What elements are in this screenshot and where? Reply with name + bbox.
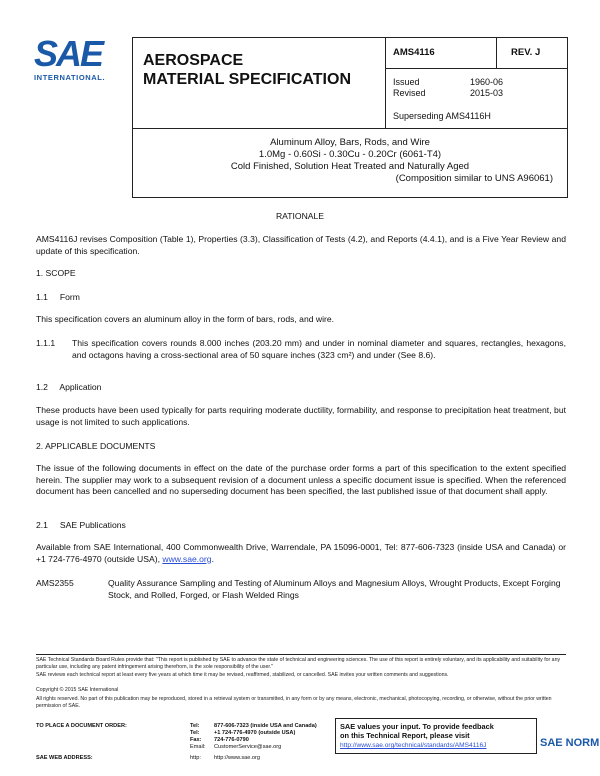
spec-title-line2: 1.0Mg - 0.60Si - 0.30Cu - 0.20Cr (6061-T4) — [258, 149, 442, 160]
fax-label: Fax: — [190, 737, 202, 743]
issued-label: Issued — [393, 77, 420, 87]
section-2-1-heading: 2.1 SAE Publications — [36, 520, 126, 530]
email-label: Email: — [190, 744, 206, 750]
spec-title-line1: Aluminum Alloy, Bars, Rods, and Wire — [270, 137, 430, 148]
http-label: http: — [190, 755, 201, 761]
footer-policy-text: SAE Technical Standards Board Rules provide that: "This report is published by SAE to advance the state of technical and engineering sciences. The use of this report is entirely voluntary, and its applicability and suitability for any particular use, including any patent infringement arising therefrom, is the sole responsibility of the user." — [36, 657, 561, 670]
section-1-2-text: These products have been used typically for parts requiring moderate ductility, formability, and response to precipitation heat treatment, but usage is not limited to such applications. — [36, 405, 566, 427]
section-2-heading: 2. APPLICABLE DOCUMENTS — [36, 441, 156, 451]
footer-rights-text: All rights reserved. No part of this publication may be reproduced, stored in a retrieval system or transmitted, in any form or by any means, electronic, mechanical, photocopying, recording, or otherwise, without the prior written permission of SAE. — [36, 696, 552, 709]
title-line1: AEROSPACE — [143, 52, 244, 69]
spec-title-line4: (Composition similar to UNS A96061) — [395, 173, 553, 184]
revision-label: REV. J — [511, 47, 541, 58]
logo-sub-text: INTERNATIONAL. — [34, 73, 106, 82]
sae-address-text: Available from SAE International, 400 Commonwealth Drive, Warrendale, PA 15096-0001, Tel: 877-606-7323 (inside USA and Canada) or +1 724-776-4970 (outside USA), — [36, 542, 566, 564]
feedback-box — [335, 718, 537, 754]
email-value[interactable]: CustomerService@sae.org — [214, 744, 282, 750]
logo-main-text: SAE — [34, 33, 103, 74]
sae-logo — [34, 33, 110, 86]
sae-norm-stamp: SAE NORM — [540, 737, 600, 749]
feedback-line2: on this Technical Report, please visit — [340, 731, 470, 740]
issued-date: 1960-06 — [470, 77, 504, 87]
spec-title-line3: Cold Finished, Solution Heat Treated and Naturally Aged — [230, 161, 470, 172]
specification-title-block — [132, 127, 568, 198]
section-2-text: The issue of the following documents in effect on the date of the purchase order forms a part of this specification to the extent specified herein. The supplier may work to a subsequent revision of a document unless a specific document issue is specified. When the referenced document has been cancelled and no superseding document has been specified, the last published issue of that document shall apply. — [36, 463, 566, 496]
web-address-label: SAE WEB ADDRESS: — [36, 755, 93, 761]
ams-reference-title: Quality Assurance Sampling and Testing of Aluminum Alloys and Magnesium Alloys, Wrought Products, Except Forging Stock, and Rolled, Forged, or Flash Welded Rings — [108, 578, 561, 600]
feedback-link[interactable]: http://www.sae.org/technical/standards/AMS4116J — [340, 742, 487, 749]
section-1-1-heading: 1.1 Form — [36, 292, 80, 302]
header-meta-cell — [386, 38, 567, 128]
title-line2: MATERIAL SPECIFICATION — [143, 71, 351, 88]
revision-cell — [496, 38, 568, 68]
rationale-heading: RATIONALE — [275, 211, 325, 221]
tel-value: 877-606-7323 (inside USA and Canada) — [214, 723, 317, 729]
section-1-1-1-text: This specification covers rounds 8.000 inches (203.20 mm) and under in nominal diameter and squares, rectangles, hexagons, and octagons having a cross-sectional area of 50 square inches (323 cm²) and under (See 8.6). — [72, 338, 566, 360]
tel2-value: +1 724-776-4970 (outside USA) — [214, 730, 296, 736]
revised-label: Revised — [393, 88, 426, 98]
tel2-label: Tel: — [190, 730, 200, 736]
feedback-line1: SAE values your input. To provide feedback — [340, 722, 494, 731]
fax-value: 724-776-0790 — [214, 737, 249, 743]
section-2-1-text: Available from SAE International, 400 Commonwealth Drive, Warrendale, PA 15096-0001, Tel: 877-606-7323 (inside USA and Canada) or +1 724-776-4970 (outside USA), www.sae.org. — [36, 542, 566, 564]
tel-label: Tel: — [190, 723, 200, 729]
footer-review-text: SAE reviews each technical report at least every five years at which time it may be revised, reaffirmed, stabilized, or cancelled. SAE invites your written comments and suggestions. — [36, 672, 449, 678]
footer-divider — [36, 654, 566, 655]
sae-website-link[interactable]: www.sae.org — [162, 553, 212, 564]
document-number: AMS4116 — [393, 47, 435, 58]
footer-copyright: Copyright © 2015 SAE International — [36, 687, 119, 693]
revised-date: 2015-03 — [470, 88, 504, 98]
order-label: TO PLACE A DOCUMENT ORDER: — [36, 723, 127, 729]
document-type-title — [143, 51, 351, 89]
header-title-cell — [133, 38, 386, 128]
web-address-value[interactable]: http://www.sae.org — [214, 755, 261, 761]
ams-reference-number: AMS2355 — [36, 578, 74, 588]
section-1-2-heading: 1.2 Application — [36, 382, 102, 392]
header-box — [132, 37, 568, 129]
superseding-text: Superseding AMS4116H — [393, 111, 491, 121]
section-1-1-1-number: 1.1.1 — [36, 338, 56, 348]
section-1-1-text: This specification covers an aluminum alloy in the form of bars, rods, and wire. — [36, 314, 335, 324]
section-1-heading: 1. SCOPE — [36, 268, 76, 278]
rationale-text: AMS4116J revises Composition (Table 1), Properties (3.3), Classification of Tests (4.2), and Reports (4.4.1), and is a Five Year Review and update of this specification. — [36, 234, 566, 256]
header-doc-row — [386, 38, 567, 69]
